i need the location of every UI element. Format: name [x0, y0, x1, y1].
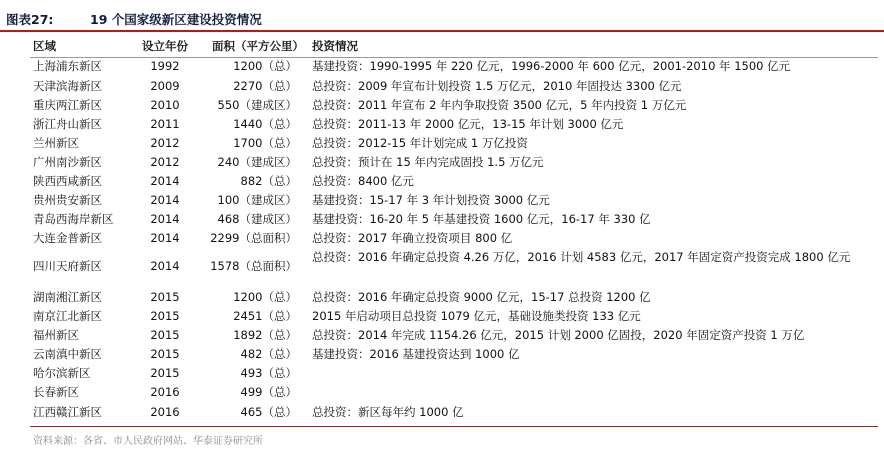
area-cell: 465（总）	[240, 405, 297, 419]
header-year: 设立年份	[142, 39, 188, 53]
region-cell: 福州新区	[33, 328, 79, 342]
region-cell: 上海浦东新区	[33, 59, 102, 73]
region-cell: 江西赣江新区	[33, 405, 102, 419]
area-cell: 1700（总）	[233, 136, 297, 150]
region-cell: 天津滨海新区	[33, 79, 102, 93]
figure-title	[6, 8, 876, 30]
year-cell: 2014	[150, 231, 180, 245]
area-cell: 100（建成区）	[217, 193, 297, 207]
table-header	[0, 38, 884, 56]
area-cell: 499（总）	[240, 385, 297, 399]
investment-cell: 基建投资：1990-1995 年 220 亿元，1996-2000 年 600 亿元，2001-2010 年 1500 亿元	[312, 59, 791, 73]
investment-cell: 基建投资：2016 基建投资达到 1000 亿	[312, 347, 520, 361]
year-cell: 1992	[150, 59, 180, 73]
region-cell: 陕西西咸新区	[33, 174, 102, 188]
header-area: 面积（平方公里）	[212, 39, 304, 53]
investment-cell: 2015 年启动项目总投资 1079 亿元，基础设施类投资 133 亿元	[312, 309, 641, 323]
investment-cell: 总投资：2012-15 年计划完成 1 万亿投资	[312, 136, 528, 150]
area-cell: 240（建成区）	[217, 155, 297, 169]
region-cell: 南京江北新区	[33, 309, 102, 323]
year-cell: 2012	[150, 136, 180, 150]
investment-cell: 总投资：预计在 15 年内完成固投 1.5 万亿元	[312, 155, 544, 169]
figure-label: 图表27:	[6, 12, 54, 27]
area-cell: 2270（总）	[233, 79, 297, 93]
area-cell: 482（总）	[240, 347, 297, 361]
investment-cell: 总投资：2016 年确定总投资 4.26 万亿，2016 计划 4583 亿元，2017 年固定资产投资完成 1800 亿元	[312, 250, 851, 264]
figure-caption: 19 个国家级新区建设投资情况	[90, 12, 262, 27]
table-bottom-rule	[30, 426, 878, 427]
year-cell: 2014	[150, 193, 180, 207]
area-cell: 1892（总）	[233, 328, 297, 342]
year-cell: 2011	[150, 117, 180, 131]
region-cell: 重庆两江新区	[33, 98, 102, 112]
investment-cell: 总投资：2016 年确定总投资 9000 亿元，15-17 总投资 1200 亿	[312, 290, 651, 304]
area-cell: 1440（总）	[233, 117, 297, 131]
investment-cell: 基建投资：16-20 年 5 年基建投资 1600 亿元，16-17 年 330 亿	[312, 212, 651, 226]
area-cell: 2451（总）	[233, 309, 297, 323]
region-cell: 湖南湘江新区	[33, 290, 102, 304]
region-cell: 哈尔滨新区	[33, 366, 91, 380]
region-cell: 云南滇中新区	[33, 347, 102, 361]
investment-cell: 总投资：2011 年宣布 2 年内争取投资 3500 亿元，5 年内投资 1 万亿元	[312, 98, 687, 112]
investment-cell: 总投资：8400 亿元	[312, 174, 414, 188]
year-cell: 2014	[150, 212, 180, 226]
investment-cell: 总投资：2011-13 年 2000 亿元，13-15 年计划 3000 亿元	[312, 117, 624, 131]
region-cell: 兰州新区	[33, 136, 79, 150]
year-cell: 2015	[150, 290, 180, 304]
title-rule	[0, 30, 884, 32]
area-cell: 882（总）	[240, 174, 297, 188]
region-cell: 贵州贵安新区	[33, 193, 102, 207]
area-cell: 2299（总面积）	[210, 231, 297, 245]
year-cell: 2016	[150, 385, 180, 399]
area-cell: 1200（总）	[233, 59, 297, 73]
investment-cell: 基建投资：15-17 年 3 年计划投资 3000 亿元	[312, 193, 550, 207]
region-cell: 广州南沙新区	[33, 155, 102, 169]
investment-cell: 总投资：2017 年确立投资项目 800 亿	[312, 231, 513, 245]
region-cell: 青岛西海岸新区	[33, 212, 114, 226]
source-note: 资料来源：各省、市人民政府网站、华泰证券研究所	[33, 436, 263, 447]
region-cell: 浙江舟山新区	[33, 117, 102, 131]
investment-cell: 总投资：2014 年完成 1154.26 亿元，2015 计划 2000 亿固投，2020 年固定资产投资 1 万亿	[312, 328, 805, 342]
year-cell: 2015	[150, 347, 180, 361]
header-region: 区域	[33, 39, 56, 53]
year-cell: 2015	[150, 328, 180, 342]
area-cell: 1578（总面积）	[210, 259, 297, 273]
year-cell: 2014	[150, 174, 180, 188]
region-cell: 长春新区	[33, 385, 79, 399]
year-cell: 2010	[150, 98, 180, 112]
region-cell: 四川天府新区	[33, 259, 102, 273]
investment-cell: 总投资：新区每年约 1000 亿	[312, 405, 464, 419]
year-cell: 2015	[150, 366, 180, 380]
year-cell: 2009	[150, 79, 180, 93]
area-cell: 493（总）	[240, 366, 297, 380]
year-cell: 2014	[150, 259, 180, 273]
investment-cell: 总投资：2009 年宣布计划投资 1.5 万亿元，2010 年固投达 3300 亿元	[312, 79, 682, 93]
header-investment: 投资情况	[312, 39, 358, 53]
area-cell: 1200（总）	[233, 290, 297, 304]
region-cell: 大连金普新区	[33, 231, 102, 245]
area-cell: 550（建成区）	[217, 98, 297, 112]
area-cell: 468（建成区）	[217, 212, 297, 226]
year-cell: 2015	[150, 309, 180, 323]
year-cell: 2012	[150, 155, 180, 169]
year-cell: 2016	[150, 405, 180, 419]
